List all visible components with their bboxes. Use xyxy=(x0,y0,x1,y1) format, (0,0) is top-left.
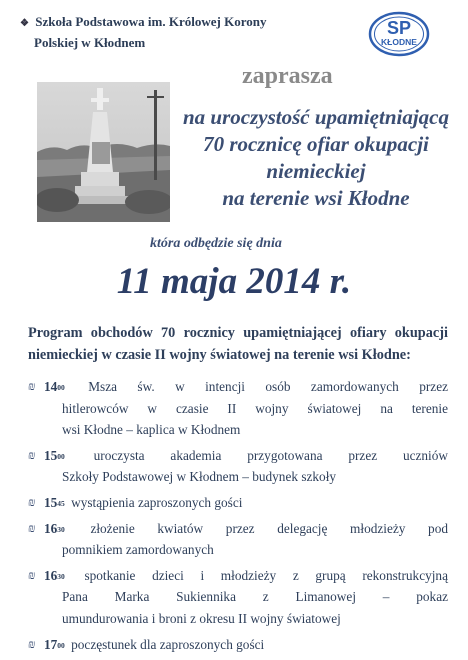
symbol-bullet-icon: ₪ xyxy=(28,636,36,651)
schedule-text: wystąpienia zaproszonych gości xyxy=(71,494,243,510)
school-logo xyxy=(368,10,430,58)
schedule-text: hitlerowców w czasie II wojny światowej na terenie xyxy=(62,400,448,416)
schedule-item xyxy=(28,565,448,630)
schedule-item xyxy=(28,634,448,656)
logo-text: KŁODNE xyxy=(381,37,417,47)
schedule-text: uroczysta akademia przygotowana przez uczniów xyxy=(93,447,448,463)
event-title-line: 70 rocznicę ofiar okupacji xyxy=(203,132,429,156)
symbol-bullet-icon: ₪ xyxy=(28,379,36,393)
schedule-time: $15^{00}$ xyxy=(44,447,65,463)
schedule-time: $15^{45}$ xyxy=(44,494,65,510)
school-name-line2: Polskiej w Kłodnem xyxy=(34,35,146,50)
schedule-item xyxy=(28,492,448,514)
schedule-text: Msza św. w intencji osób zamordowanych przez xyxy=(88,379,448,394)
schedule-time: $14^{00}$ xyxy=(44,379,65,394)
school-name-line1: Szkoła Podstawowa im. Królowej Korony xyxy=(35,14,267,29)
symbol-bullet-icon: ₪ xyxy=(28,520,36,535)
schedule-item xyxy=(28,445,448,488)
event-title-line: niemieckiej xyxy=(266,159,366,183)
schedule-text: złożenie kwiatów przez delegację młodzieży pod xyxy=(90,520,448,536)
school-header xyxy=(20,12,280,52)
diamond-bullet-icon: ❖ xyxy=(20,18,29,29)
schedule-text: spotkanie dzieci i młodzieży z grupą rekonstrukcyjną xyxy=(84,567,448,583)
symbol-bullet-icon: ₪ xyxy=(28,494,36,509)
schedule-time: $16^{30}$ xyxy=(44,567,65,583)
program-heading: Program obchodów 70 rocznicy upamiętniającej ofiary okupacji niemieckiej w czasie II wojny światowej na terenie wsi Kłodne: xyxy=(28,325,448,363)
schedule-item xyxy=(28,376,448,441)
schedule-time: $16^{30}$ xyxy=(44,520,65,536)
program-schedule xyxy=(28,376,448,659)
schedule-text: umundurowania i broni z okresu II wojny światowej xyxy=(62,610,341,626)
schedule-text: pomnikiem zamordowanych xyxy=(62,542,214,558)
event-title-line: na terenie wsi Kłodne xyxy=(222,186,410,210)
date-intro: która odbędzie się dnia xyxy=(150,236,282,251)
schedule-item xyxy=(28,518,448,561)
monument-photo xyxy=(37,82,170,222)
event-title-line: na uroczystość upamiętniającą xyxy=(182,105,450,129)
schedule-time: $17^{00}$ xyxy=(44,636,65,652)
event-date: 11 maja 2014 r. xyxy=(116,261,352,302)
schedule-text: wsi Kłodne – kaplica w Kłodnem xyxy=(62,422,241,438)
symbol-bullet-icon: ₪ xyxy=(28,567,36,582)
logo-mark: SP xyxy=(386,18,412,38)
event-title xyxy=(176,104,456,212)
schedule-text: Pana Marka Sukiennika z Limanowej – pokaz xyxy=(62,589,448,605)
schedule-text: Szkoły Podstawowej w Kłodnem – budynek szkoły xyxy=(62,469,337,485)
invite-verb: zaprasza xyxy=(242,63,333,89)
symbol-bullet-icon: ₪ xyxy=(28,447,36,462)
schedule-text: poczęstunek dla zaproszonych gości xyxy=(71,636,265,652)
